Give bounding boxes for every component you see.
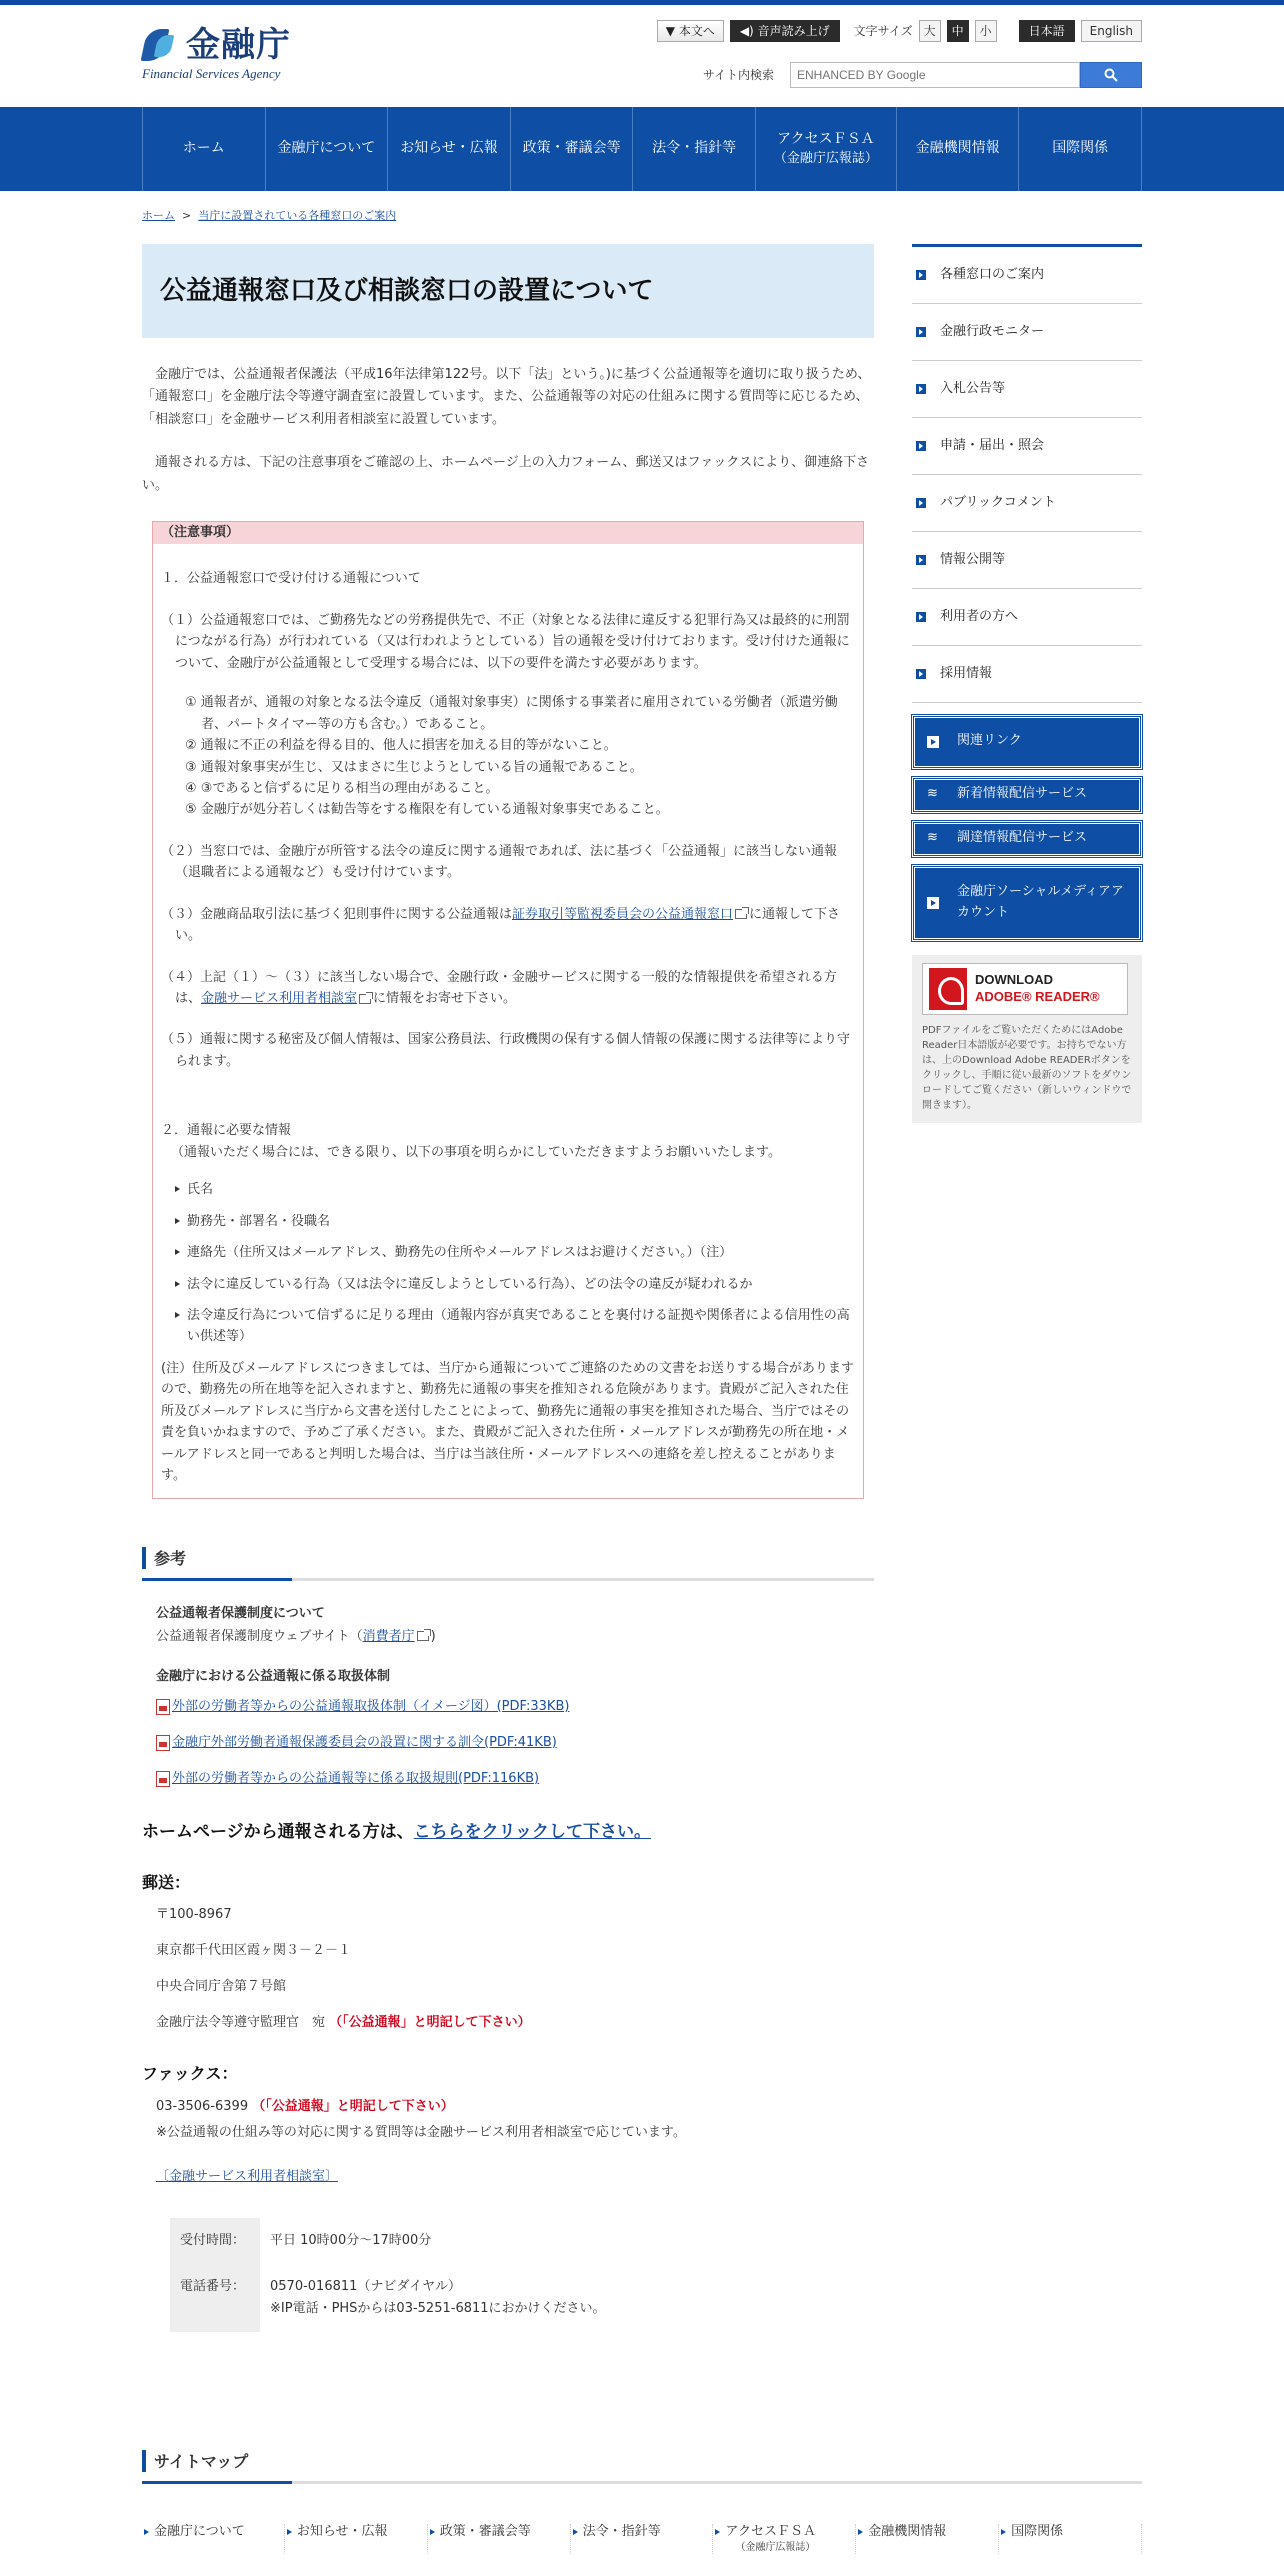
fax-note: ※公益通報の仕組み等の対応に関する質問等は金融サービス利用者相談室で応じています。 xyxy=(156,2124,686,2140)
skip-to-content-button[interactable]: ▼ 本文へ xyxy=(657,20,724,42)
sidebar-item-windows[interactable]: 各種窓口のご案内 xyxy=(912,247,1142,304)
caa-link[interactable]: 消費者庁 xyxy=(362,1628,415,1644)
procurement-rss-button[interactable] xyxy=(912,821,1142,857)
sidebar xyxy=(912,244,1142,2333)
intro xyxy=(142,364,874,498)
sidebar-item-bidding[interactable]: 入札公告等 xyxy=(912,361,1142,418)
consumer-desk-link[interactable]: 金融サービス利用者相談室 xyxy=(201,991,358,1006)
pdf-icon xyxy=(156,1771,170,1787)
list-item: 勤務先・部署名・役職名 xyxy=(171,1211,855,1232)
nav-item-about[interactable]: 金融庁について xyxy=(266,107,389,191)
speaker-icon: ◀) xyxy=(739,24,754,38)
reference-line-1-text: 公益通報者保護制度ウェブサイト（ xyxy=(156,1628,363,1644)
voice-reading-label: 音声読み上げ xyxy=(757,24,830,38)
sidebar-item-users[interactable]: 利用者の方へ xyxy=(912,589,1142,646)
required-info-list xyxy=(161,1179,855,1348)
contact-hours-table xyxy=(170,2218,874,2332)
hours-value: 平日 10時00分～17時00分 xyxy=(270,2232,432,2248)
notice-box xyxy=(152,521,864,1499)
requirement-list xyxy=(161,692,855,821)
external-link-icon xyxy=(417,1631,429,1641)
sitemap-links xyxy=(142,2524,1142,2554)
global-nav xyxy=(0,107,1284,191)
sidebar-item-recruit[interactable]: 採用情報 xyxy=(912,646,1142,703)
requirement-item: ④ ③であると信ずるに足りる相当の理由があること。 xyxy=(185,780,499,796)
notice-heading: （注意事項） xyxy=(153,522,863,544)
notice-p4-text: （４）上記（１）～（３）に該当しない場合で、金融行政・金融サービスに関する一般的な情報提供を希望される方は、 xyxy=(161,969,837,1006)
hours-key: 受付時間： xyxy=(170,2218,260,2264)
wifi-icon: ≋ xyxy=(927,830,938,846)
sidebar-menu xyxy=(912,244,1142,703)
pdf-link[interactable]: 外部の労働者等からの公益通報取扱体制（イメージ図）(PDF:33KB) xyxy=(172,1698,570,1714)
news-rss-button[interactable] xyxy=(912,777,1142,813)
notice-p2: （２）当窓口では、金融庁が所管する法令の違反に関する通報であれば、法に基づく「公益通報」に該当しない通報（退職者による通報など）も受け付けています。 xyxy=(161,843,838,881)
fax-note-red: （「公益通報」と明記して下さい） xyxy=(252,2098,454,2114)
wifi-icon: ≋ xyxy=(927,786,938,802)
nav-access-sub: （金融庁広報誌） xyxy=(773,150,878,166)
requirement-item: ③ 通報対象事実が生じ、又はまさに生じようとしている旨の通報であること。 xyxy=(185,759,643,775)
search-button[interactable] xyxy=(1080,62,1142,88)
adobe-reader-icon xyxy=(929,968,967,1010)
requirement-item: ② 通報に不正の利益を得る目的、他人に損害を加える目的等がないこと。 xyxy=(185,738,617,754)
list-item: 氏名 xyxy=(171,1179,855,1200)
related-links-label: 関連リンク xyxy=(957,733,1022,749)
fsa-logo-icon xyxy=(142,25,182,65)
pdf-link[interactable]: 外部の労働者等からの公益通報等に係る取扱規則(PDF:116KB) xyxy=(172,1770,540,1786)
nav-item-news[interactable]: お知らせ・広報 xyxy=(388,107,511,191)
pdf-link-row[interactable] xyxy=(156,1696,874,1718)
external-link-icon xyxy=(735,909,747,919)
intro-paragraph-2: 通報される方は、下記の注意事項をご確認の上、ホームページ上の入力フォーム、郵送又はファックスにより、御連絡下さい。 xyxy=(142,454,870,493)
nav-item-laws[interactable]: 法令・指針等 xyxy=(633,107,756,191)
pdf-link[interactable]: 金融庁外部労働者通報保護委員会の設置に関する訓令(PDF:41KB) xyxy=(172,1734,557,1750)
notice-p1: （１）公益通報窓口では、ご勤務先などの労務提供先で、不正（対象となる法律に違反する犯罪行為又は最終的に刑罰につながる行為）が行われている（又は行われようとしている）旨の通報を受け付けております。受け付けた通報について、金融庁が公益通報として受理する場合には、以下の要件を満たす必要があります。 xyxy=(161,612,850,671)
adobe-note: PDFファイルをご覧いただくためにはAdobe Reader日本語版が必要です。お持ちでない方は、上のDownload Adobe READERボタンをクリックし、手順に従い最新のソフトをダウンロードしてご覧ください（新しいウィンドウで開きます）。 xyxy=(922,1024,1132,1111)
fax-info xyxy=(142,2096,874,2188)
nav-item-access-fsa[interactable] xyxy=(756,107,897,191)
reference-heading: 参考 xyxy=(142,1545,874,1581)
notice-p3-text: （３）金融商品取引法に基づく犯則事件に関する公益通報は xyxy=(161,906,513,922)
notice-section-1-title: １．公益通報窓口で受け付ける通報について xyxy=(161,571,421,587)
sidebar-item-disclosure[interactable]: 情報公開等 xyxy=(912,532,1142,589)
voice-reading-button[interactable] xyxy=(730,20,840,42)
search-label: サイト内検索 xyxy=(702,67,774,82)
web-form-link[interactable]: こちらをクリックして下さい。 xyxy=(413,1822,651,1842)
address-line-3 xyxy=(156,2012,874,2034)
search-input[interactable] xyxy=(790,62,1080,88)
address-line-2: 中央合同庁舎第７号館 xyxy=(156,1979,287,1995)
tel-note: ※IP電話・PHSからは03-5251-6811におかけください。 xyxy=(270,2301,606,2317)
notice-p3 xyxy=(161,904,855,947)
cta-text: ホームページから通報される方は、 xyxy=(142,1822,414,1842)
postal-code: 〒100-8967 xyxy=(156,1907,232,1923)
nav-item-policy[interactable]: 政策・審議会等 xyxy=(511,107,634,191)
font-size-small-button[interactable]: 小 xyxy=(975,20,997,42)
breadcrumb xyxy=(142,207,1142,226)
sesc-whistleblow-link[interactable]: 証券取引等監視委員会の公益通報窓口 xyxy=(512,906,734,922)
utility-bar xyxy=(657,20,1142,42)
fax-line xyxy=(156,2096,874,2118)
sitemap-item-international[interactable]: 国際関係 xyxy=(999,2524,1142,2554)
external-link-icon xyxy=(359,994,371,1004)
social-media-button[interactable] xyxy=(912,865,1142,941)
sitemap-item-laws[interactable]: 法令・指針等 xyxy=(571,2524,714,2554)
breadcrumb-current-link[interactable]: 当庁に設置されている各種窓口のご案内 xyxy=(198,209,397,222)
sitemap-item-policy[interactable]: 政策・審議会等 xyxy=(428,2524,571,2554)
mail-heading: 郵送： xyxy=(142,1872,191,1892)
adobe-reader-box xyxy=(912,955,1142,1123)
logo-text-en: Financial Services Agency xyxy=(142,66,281,81)
page-title: 公益通報窓口及び相談窓口の設置について xyxy=(142,244,874,338)
pdf-icon xyxy=(156,1699,170,1715)
address-line-1: 東京都千代田区霞ヶ関３－２－１ xyxy=(156,1943,352,1959)
sitemap-heading: サイトマップ xyxy=(142,2448,1142,2484)
nav-item-international[interactable]: 国際関係 xyxy=(1019,107,1142,191)
reference-section xyxy=(142,1603,874,1790)
tel-value xyxy=(260,2264,874,2332)
consult-link-row xyxy=(156,2166,874,2188)
notice-p5: （５）通報に関する秘密及び個人情報は、国家公務員法、行政機関の保有する個人情報の保護に関する法律等により守られます。 xyxy=(161,1032,851,1069)
notice-p4-text-end: に情報をお寄せ下さい。 xyxy=(373,991,517,1006)
sitemap-item-access-fsa[interactable] xyxy=(713,2524,856,2554)
font-size-large-button[interactable]: 大 xyxy=(919,20,941,42)
main-content xyxy=(142,244,874,2333)
pdf-link-row[interactable] xyxy=(156,1768,874,1790)
notice-p3-text-end: に通報して下さい。 xyxy=(175,906,841,944)
site-logo[interactable] xyxy=(142,25,291,81)
reference-line-1 xyxy=(156,1626,874,1648)
sidebar-item-applications[interactable]: 申請・届出・照会 xyxy=(912,418,1142,475)
lang-japanese-button[interactable]: 日本語 xyxy=(1019,20,1075,42)
adobe-line-1: DOWNLOAD xyxy=(975,972,1053,988)
arrow-square-icon xyxy=(927,897,939,909)
requirement-item: ⑤ 金融庁が処分若しくは勧告等をする権限を有している通報対象事実であること。 xyxy=(185,802,669,818)
nav-item-home[interactable]: ホーム xyxy=(143,107,266,191)
breadcrumb-home-link[interactable]: ホーム xyxy=(142,209,175,222)
list-item: 連絡先（住所又はメールアドレス、勤務先の住所やメールアドレスはお避けください。）（注） xyxy=(171,1242,855,1263)
pdf-link-row[interactable] xyxy=(156,1732,874,1754)
logo-text-jp: 金融庁 xyxy=(186,25,291,65)
consult-desk-link[interactable]: 〔金融サービス利用者相談室〕 xyxy=(156,2168,339,2184)
fax-number: 03-3506-6399 xyxy=(156,2098,249,2114)
font-size-label: 文字サイズ xyxy=(853,23,913,38)
list-item: 法令に違反している行為（又は法令に違反しようとしている行為）、どの法令の違反が疑われるか xyxy=(171,1274,855,1295)
intro-paragraph-1: 金融庁では、公益通報者保護法（平成16年法律第122号。以下「法」という。)に基づく公益通報等を適切に取り扱うため、「通報窓口」を金融庁法令等遵守調査室に設置しています。また、公益通報等の対応の仕組みに関する質問等に応じるため、「相談窓口」を金融サービス利用者相談室に設置しています。 xyxy=(142,366,871,428)
sitemap-access-sub: （金融庁広報誌） xyxy=(735,2541,816,2553)
procurement-rss-label: 調達情報配信サービス xyxy=(957,830,1088,846)
notice-section-2-sub: （通報いただく場合には、できる限り、以下の事項を明らかにしていただきますようお願いいたします。 xyxy=(171,1144,781,1160)
lang-english-button[interactable]: English xyxy=(1081,20,1142,42)
sidebar-item-public-comment[interactable]: パブリックコメント xyxy=(912,475,1142,532)
notice-p4 xyxy=(161,967,855,1010)
pdf-icon xyxy=(156,1735,170,1751)
font-size-medium-button[interactable]: 中 xyxy=(947,20,969,42)
arrow-square-icon xyxy=(927,736,939,748)
breadcrumb-separator: > xyxy=(182,209,192,222)
tel-key: 電話番号： xyxy=(170,2264,260,2332)
site-header xyxy=(142,5,1142,107)
nav-access-label: アクセスＦＳＡ xyxy=(777,131,875,148)
sitemap-item-about[interactable]: 金融庁について xyxy=(142,2524,285,2554)
nav-item-institutions[interactable]: 金融機関情報 xyxy=(897,107,1020,191)
sitemap-access-label: アクセスＦＳＡ xyxy=(725,2524,817,2539)
address-note: (注）住所及びメールアドレスにつきましては、当庁から通報についてご連絡のための文書をお送りする場合がありますので、勤務先の所在地等を記入されますと、勤務先に通報の事実を推知される危険があります。貴殿がご記入された住所及びメールアドレスに当庁から文書を送付したことによって、勤務先に通報の事実を推知された場合、当庁ではその責を負いかねますので、予めご了承ください。また、貴殿がご記入された住所・メールアドレスが勤務先の所在地・メールアドレスと同一であると判明した場合は、当庁は当該住所・メールアドレスへの連絡を差し控えることがあります。 xyxy=(161,1360,854,1483)
web-form-cta xyxy=(142,1818,874,1847)
reference-line-1-end: ) xyxy=(430,1628,436,1644)
address-recipient: 金融庁法令等遵守監理官 宛 xyxy=(156,2015,326,2031)
related-links-button[interactable] xyxy=(912,715,1142,769)
sidebar-item-monitor[interactable]: 金融行政モニター xyxy=(912,304,1142,361)
requirement-item: ① 通報者が、通報の対象となる法令違反（通報対象事実）に関係する事業者に雇用されている労働者（派遣労働者、パートタイマー等の方も含む。）であること。 xyxy=(185,695,838,732)
social-media-label: 金融庁ソーシャルメディアアカウント xyxy=(957,883,1125,920)
mail-address xyxy=(142,1904,874,2034)
adobe-line-2: ADOBE® READER® xyxy=(975,988,1100,1004)
list-item: 法令違反行為について信ずるに足りる理由（通報内容が真実であることを裏付ける証拠や関係者による信用性の高い供述等） xyxy=(171,1305,855,1348)
reference-sub-1: 公益通報者保護制度について xyxy=(156,1606,325,1622)
sitemap-item-institutions[interactable]: 金融機関情報 xyxy=(856,2524,999,2554)
reference-sub-2: 金融庁における公益通報に係る取扱体制 xyxy=(156,1668,391,1684)
fax-heading: ファックス： xyxy=(142,2064,238,2084)
address-note-red: （「公益通報」と明記して下さい） xyxy=(329,2015,531,2031)
search-icon xyxy=(1104,68,1118,82)
sitemap-item-news[interactable]: お知らせ・広報 xyxy=(285,2524,428,2554)
news-rss-label: 新着情報配信サービス xyxy=(957,786,1088,802)
adobe-download-button[interactable] xyxy=(922,963,1128,1015)
site-search xyxy=(703,62,1142,88)
notice-section-2-title: ２．通報に必要な情報 xyxy=(161,1123,292,1139)
tel-number: 0570-016811（ナビダイヤル） xyxy=(270,2279,462,2295)
